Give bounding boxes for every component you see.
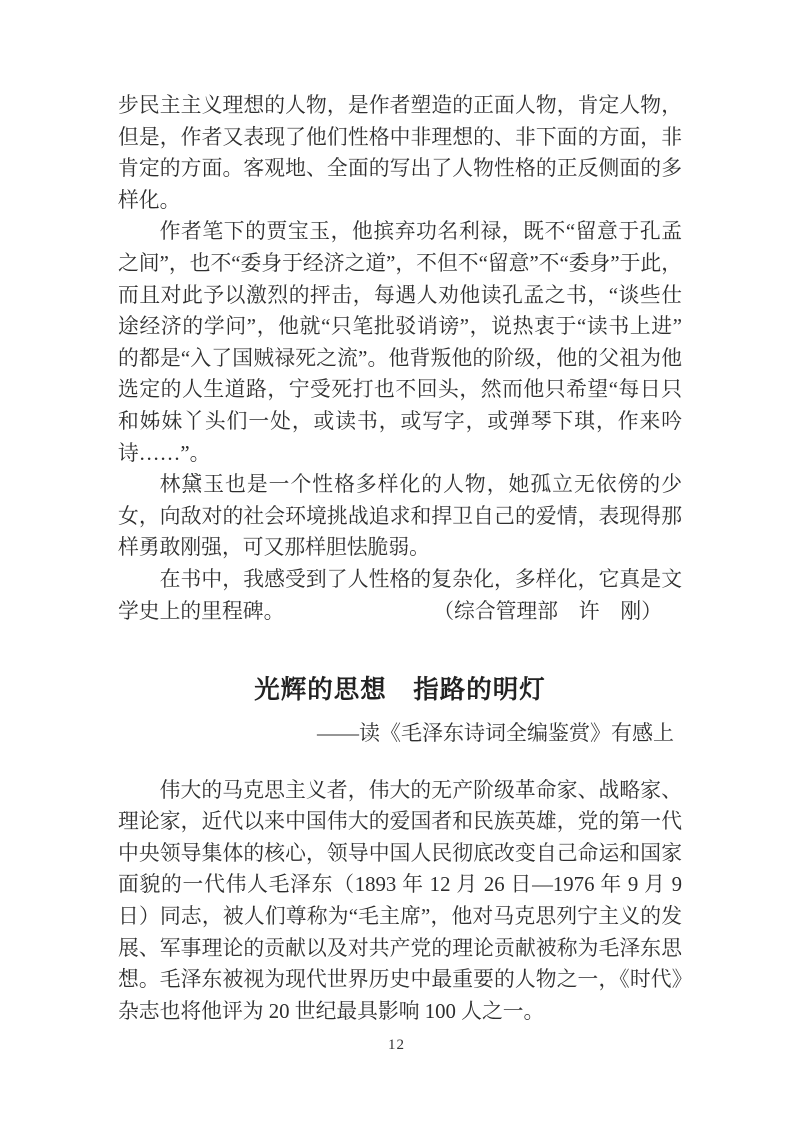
- paragraph-conclusion: [118, 564, 682, 627]
- paragraph-mao-intro: 伟大的马克思主义者，伟大的无产阶级革命家、战略家、理论家，近代以来中国伟大的爱国者和民族英雄，党的第一代中央领导集体的核心，领导中国人民彻底改变自己命运和国家面貌的一代伟人毛泽东（1893 年 12 月 26 日—1976 年 9 月 9 日）同志，被人们尊称为“毛主席”，他对马克思列宁主义的发展、军事理论的贡献以及对共产党的理论贡献被称为毛泽东思想。毛泽东被视为现代世界历史中最重要的人物之一，《时代》杂志也将他评为 20 世纪最具影响 100 人之一。: [118, 778, 682, 1023]
- article-subtitle: ——读《毛泽东诗词全编鉴赏》有感上: [317, 721, 674, 746]
- page-number: 12: [388, 1037, 405, 1053]
- author-attribution: （综合管理部 许 刚）: [433, 599, 662, 623]
- paragraph-jia-baoyu: 作者笔下的贾宝玉，他摈弃功名利禄，既不“留意于孔孟之间”，也不“委身于经济之道”，不但不“留意”不“委身”于此，而且对此予以激烈的抨击，每遇人劝他读孔孟之书，“谈些仕途经济的学问”，他就“只笔批驳诮谤”，说热衷于“读书上进”的都是“入了国贼禄死之流”。他背叛他的阶级，他的父祖为他选定的人生道路，宁受死打也不回头，然而他只希望“每日只和姊妹丫头们一处，或读书，或写字，或弹琴下琪，作来吟诗……”。: [118, 220, 682, 465]
- article-title: 光辉的思想 指路的明灯: [254, 676, 546, 705]
- paragraph-continuation: 步民主主义理想的人物，是作者塑造的正面人物，肯定人物，但是，作者又表现了他们性格中非理想的、非下面的方面，非肯定的方面。客观地、全面的写出了人物性格的正反侧面的多样化。: [118, 94, 682, 212]
- conclusion-text: 在书中，我感受到了人性格的复杂化，多样化，它真是文学史上的里程碑。: [118, 567, 682, 623]
- page-footer: [0, 1036, 793, 1054]
- paragraph-lin-daiyu: 林黛玉也是一个性格多样化的人物，她孤立无依傍的少女，向敌对的社会环境挑战追求和捍卫自己的爱情，表现得那样勇敢刚强，可又那样胆怯脆弱。: [118, 473, 682, 560]
- page-body: [118, 90, 682, 1027]
